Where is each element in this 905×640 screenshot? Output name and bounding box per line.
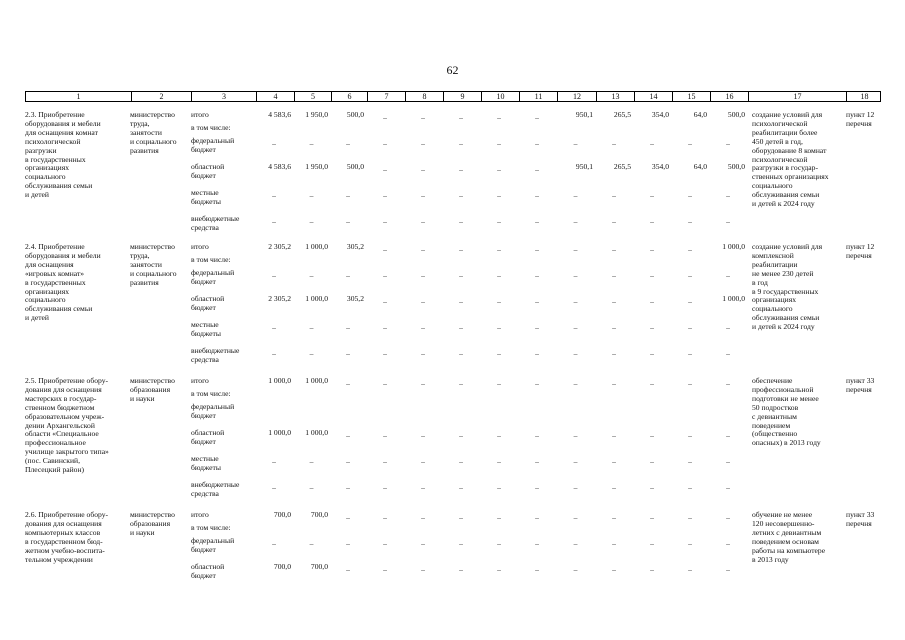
funding-value: – xyxy=(612,457,616,466)
expected-result: обеспечение профессиональной подготовки не менее 50 подростков с девиантным поведением (общественно опасных) в 2013 году xyxy=(752,376,821,448)
funding-source-label: областной бюджет xyxy=(191,294,225,312)
funding-value: – xyxy=(497,191,501,200)
funding-value: – xyxy=(688,191,692,200)
funding-value: – xyxy=(535,483,539,492)
funding-value: – xyxy=(573,217,578,226)
funding-value: 2 305,2 xyxy=(268,294,291,303)
funding-value: – xyxy=(421,113,425,122)
funding-value: – xyxy=(650,191,654,200)
funding-value: – xyxy=(383,165,387,174)
funding-value: – xyxy=(612,245,616,254)
funding-value: – xyxy=(383,297,387,306)
funding-value: 1 000,0 xyxy=(305,242,328,251)
funding-value: – xyxy=(497,513,501,522)
funding-value: – xyxy=(383,245,387,254)
funding-value: – xyxy=(272,217,276,226)
funding-source-label: внебюджетные средства xyxy=(191,480,240,498)
funding-value: – xyxy=(688,349,692,358)
funding-value: – xyxy=(535,513,539,522)
header-col-8: 8 xyxy=(405,92,443,101)
funding-value: 1 000,0 xyxy=(268,428,291,437)
funding-value: – xyxy=(535,271,539,280)
responsible-organization: министерство образования и науки xyxy=(130,510,175,537)
header-col-2: 2 xyxy=(131,92,191,101)
funding-value: – xyxy=(497,565,501,574)
funding-value: – xyxy=(459,513,463,522)
funding-value: – xyxy=(459,539,463,548)
funding-value: – xyxy=(535,297,539,306)
funding-value: – xyxy=(421,323,425,332)
funding-value: – xyxy=(650,349,654,358)
funding-value: – xyxy=(421,483,425,492)
funding-source-label: федеральный бюджет xyxy=(191,136,235,154)
funding-value: – xyxy=(346,271,350,280)
funding-value: – xyxy=(612,539,616,548)
funding-value: – xyxy=(421,245,425,254)
funding-value: – xyxy=(573,565,578,574)
funding-value: 500,0 xyxy=(346,110,364,119)
expected-result: создание условий для психологической реабилитации более 450 детей в год, оборудование 8 комнат психологической разгрузки в государ- ственных организациях социального обслуживания семьи и детей к 2024 году xyxy=(752,110,829,209)
funding-value: – xyxy=(535,323,539,332)
header-col-4: 4 xyxy=(256,92,294,101)
funding-value: 700,0 xyxy=(310,510,328,519)
funding-value: – xyxy=(535,539,539,548)
funding-value: 1 950,0 xyxy=(305,162,328,171)
funding-value: 4 583,6 xyxy=(268,162,291,171)
funding-value: – xyxy=(726,431,730,440)
funding-value: – xyxy=(726,191,730,200)
expected-result: создание условий для комплексной реабилитации не менее 230 детей в год в 9 государственных организациях социального обслуживания семьи и детей к 2024 году xyxy=(752,242,823,332)
funding-source-label: итого xyxy=(191,110,209,119)
funding-value: – xyxy=(497,297,501,306)
funding-value: – xyxy=(272,191,276,200)
funding-value: – xyxy=(688,539,692,548)
funding-value: 305,2 xyxy=(346,294,364,303)
funding-value: 265,5 xyxy=(613,162,631,171)
funding-value: – xyxy=(421,297,425,306)
funding-value: – xyxy=(346,513,350,522)
funding-source-label: в том числе: xyxy=(191,255,231,264)
funding-value: – xyxy=(309,271,314,280)
funding-value: – xyxy=(573,513,578,522)
funding-value: – xyxy=(497,539,501,548)
funding-value: – xyxy=(383,191,387,200)
funding-value: – xyxy=(573,349,578,358)
funding-value: 1 950,0 xyxy=(305,110,328,119)
funding-value: – xyxy=(535,565,539,574)
funding-value: – xyxy=(459,217,463,226)
funding-value: 1 000,0 xyxy=(268,376,291,385)
funding-value: – xyxy=(688,139,692,148)
funding-value: – xyxy=(497,245,501,254)
funding-value: – xyxy=(612,191,616,200)
funding-source-label: местные бюджеты xyxy=(191,320,221,338)
header-col-7: 7 xyxy=(367,92,405,101)
header-col-10: 10 xyxy=(481,92,519,101)
funding-value: – xyxy=(497,379,501,388)
funding-value: – xyxy=(726,217,730,226)
funding-value: 64,0 xyxy=(693,110,707,119)
funding-value: – xyxy=(535,245,539,254)
funding-value: – xyxy=(612,217,616,226)
funding-value: – xyxy=(650,431,654,440)
funding-value: – xyxy=(650,483,654,492)
funding-value: – xyxy=(421,271,425,280)
funding-value: – xyxy=(535,113,539,122)
funding-value: – xyxy=(535,217,539,226)
funding-value: – xyxy=(459,457,463,466)
funding-value: – xyxy=(459,297,463,306)
funding-value: – xyxy=(383,431,387,440)
page-number: 62 xyxy=(446,63,459,77)
reference-clause: пункт 12 перечня xyxy=(846,242,875,260)
funding-value: – xyxy=(383,323,387,332)
funding-value: – xyxy=(726,483,730,492)
funding-value: – xyxy=(535,457,539,466)
funding-source-label: внебюджетные средства xyxy=(191,346,240,364)
funding-value: – xyxy=(573,483,578,492)
funding-value: – xyxy=(383,349,387,358)
funding-value: – xyxy=(726,379,730,388)
funding-value: – xyxy=(421,431,425,440)
funding-value: – xyxy=(459,245,463,254)
reference-clause: пункт 33 перечня xyxy=(846,376,875,394)
funding-value: – xyxy=(612,513,616,522)
funding-value: – xyxy=(459,379,463,388)
funding-value: – xyxy=(497,431,501,440)
funding-value: – xyxy=(497,349,501,358)
funding-value: – xyxy=(383,217,387,226)
measure-description: 2.5. Приобретение обору- дования для оснащения мастерских в государ- ственном бюджетном образовательном учреж- дении Архангельской области «Специальное профессиональное училище закрытого типа» (пос. Савинский, Плесецкий район) xyxy=(25,376,109,475)
funding-value: – xyxy=(535,349,539,358)
funding-value: – xyxy=(459,113,463,122)
funding-value: – xyxy=(650,323,654,332)
funding-value: – xyxy=(573,457,578,466)
funding-value: – xyxy=(688,245,692,254)
funding-value: – xyxy=(459,349,463,358)
funding-value: 700,0 xyxy=(273,510,291,519)
funding-value: – xyxy=(346,431,350,440)
funding-value: 354,0 xyxy=(651,162,669,171)
funding-value: – xyxy=(421,565,425,574)
funding-value: – xyxy=(726,565,730,574)
funding-value: – xyxy=(650,513,654,522)
funding-value: – xyxy=(535,165,539,174)
funding-value: – xyxy=(272,271,276,280)
funding-value: – xyxy=(650,139,654,148)
funding-value: – xyxy=(421,191,425,200)
funding-value: 64,0 xyxy=(693,162,707,171)
funding-value: 1 000,0 xyxy=(305,376,328,385)
funding-value: – xyxy=(612,139,616,148)
funding-value: 1 000,0 xyxy=(305,294,328,303)
funding-value: – xyxy=(459,139,463,148)
funding-value: – xyxy=(726,271,730,280)
funding-value: – xyxy=(421,379,425,388)
funding-value: 2 305,2 xyxy=(268,242,291,251)
reference-clause: пункт 12 перечня xyxy=(846,110,875,128)
funding-value: – xyxy=(421,139,425,148)
funding-source-label: итого xyxy=(191,376,209,385)
funding-value: – xyxy=(497,457,501,466)
funding-value: – xyxy=(573,191,578,200)
header-col-12: 12 xyxy=(557,92,596,101)
funding-value: – xyxy=(383,139,387,148)
funding-value: – xyxy=(346,483,350,492)
funding-value: – xyxy=(573,297,578,306)
funding-value: – xyxy=(272,457,276,466)
funding-value: – xyxy=(272,483,276,492)
header-col-1: 1 xyxy=(76,92,81,101)
funding-value: – xyxy=(383,457,387,466)
funding-value: – xyxy=(612,431,616,440)
funding-value: – xyxy=(459,165,463,174)
funding-value: – xyxy=(459,483,463,492)
header-col-5: 5 xyxy=(294,92,331,101)
funding-value: 950,1 xyxy=(575,162,593,171)
funding-value: – xyxy=(650,379,654,388)
funding-value: – xyxy=(346,457,350,466)
funding-value: – xyxy=(383,513,387,522)
funding-source-label: в том числе: xyxy=(191,123,231,132)
funding-value: – xyxy=(650,217,654,226)
funding-value: – xyxy=(688,513,692,522)
funding-value: 500,0 xyxy=(727,110,745,119)
funding-value: – xyxy=(497,271,501,280)
funding-source-label: местные бюджеты xyxy=(191,188,221,206)
funding-value: – xyxy=(309,483,314,492)
funding-value: 1 000,0 xyxy=(722,242,745,251)
funding-value: – xyxy=(612,297,616,306)
responsible-organization: министерство труда, занятости и социального развития xyxy=(130,242,177,287)
funding-value: – xyxy=(346,379,350,388)
funding-value: – xyxy=(421,457,425,466)
funding-source-label: областной бюджет xyxy=(191,428,225,446)
funding-value: – xyxy=(346,191,350,200)
funding-value: – xyxy=(497,165,501,174)
funding-value: – xyxy=(726,539,730,548)
funding-value: – xyxy=(346,217,350,226)
header-col-16: 16 xyxy=(710,92,748,101)
funding-source-label: федеральный бюджет xyxy=(191,536,235,554)
funding-value: – xyxy=(726,139,730,148)
funding-value: – xyxy=(612,379,616,388)
funding-source-label: федеральный бюджет xyxy=(191,268,235,286)
funding-value: – xyxy=(726,457,730,466)
funding-value: – xyxy=(346,139,350,148)
funding-value: – xyxy=(535,139,539,148)
funding-value: – xyxy=(421,513,425,522)
funding-value: 265,5 xyxy=(613,110,631,119)
funding-source-label: в том числе: xyxy=(191,523,231,532)
funding-value: – xyxy=(650,297,654,306)
responsible-organization: министерство труда, занятости и социального развития xyxy=(130,110,177,155)
funding-source-label: внебюджетные средства xyxy=(191,214,240,232)
funding-value: 700,0 xyxy=(310,562,328,571)
funding-value: – xyxy=(421,539,425,548)
header-col-18: 18 xyxy=(846,92,882,101)
funding-value: – xyxy=(309,457,314,466)
funding-value: – xyxy=(309,191,314,200)
funding-value: – xyxy=(650,565,654,574)
funding-value: – xyxy=(688,379,692,388)
funding-value: 4 583,6 xyxy=(268,110,291,119)
funding-value: – xyxy=(726,349,730,358)
funding-value: – xyxy=(612,323,616,332)
funding-value: – xyxy=(383,539,387,548)
funding-value: – xyxy=(688,271,692,280)
funding-value: – xyxy=(650,457,654,466)
funding-value: – xyxy=(573,271,578,280)
funding-value: – xyxy=(459,323,463,332)
header-col-3: 3 xyxy=(191,92,256,101)
funding-value: – xyxy=(573,323,578,332)
funding-value: – xyxy=(309,323,314,332)
funding-value: – xyxy=(573,245,578,254)
funding-value: – xyxy=(309,539,314,548)
funding-value: – xyxy=(421,349,425,358)
funding-source-label: федеральный бюджет xyxy=(191,402,235,420)
header-col-9: 9 xyxy=(443,92,481,101)
reference-clause: пункт 33 перечня xyxy=(846,510,875,528)
funding-value: – xyxy=(346,565,350,574)
funding-value: – xyxy=(650,271,654,280)
funding-value: – xyxy=(497,217,501,226)
responsible-organization: министерство образования и науки xyxy=(130,376,175,403)
funding-value: – xyxy=(383,271,387,280)
funding-value: – xyxy=(459,191,463,200)
funding-value: 700,0 xyxy=(273,562,291,571)
funding-value: – xyxy=(459,565,463,574)
funding-value: – xyxy=(535,379,539,388)
funding-value: – xyxy=(497,323,501,332)
header-col-11: 11 xyxy=(519,92,557,101)
funding-value: – xyxy=(383,113,387,122)
funding-value: – xyxy=(612,271,616,280)
funding-value: 1 000,0 xyxy=(305,428,328,437)
funding-value: – xyxy=(573,379,578,388)
funding-source-label: в том числе: xyxy=(191,389,231,398)
funding-value: – xyxy=(346,539,350,548)
funding-source-label: областной бюджет xyxy=(191,562,225,580)
funding-value: 1 000,0 xyxy=(722,294,745,303)
funding-value: – xyxy=(309,217,314,226)
measure-description: 2.4. Приобретение оборудования и мебели для оснащения «игровых комнат» в государственных организациях социального обслуживания семьи и детей xyxy=(25,242,101,323)
header-col-13: 13 xyxy=(596,92,634,101)
funding-value: 354,0 xyxy=(651,110,669,119)
funding-value: – xyxy=(272,349,276,358)
funding-value: – xyxy=(421,165,425,174)
funding-value: – xyxy=(688,431,692,440)
expected-result: обучение не менее 120 несовершенно- летних с девиантным поведением основам работы на компьютере в 2013 году xyxy=(752,510,826,564)
funding-value: – xyxy=(573,539,578,548)
funding-value: – xyxy=(272,139,276,148)
funding-value: – xyxy=(497,139,501,148)
funding-source-label: местные бюджеты xyxy=(191,454,221,472)
funding-value: – xyxy=(688,297,692,306)
funding-value: – xyxy=(346,323,350,332)
funding-value: – xyxy=(726,323,730,332)
funding-value: 500,0 xyxy=(727,162,745,171)
funding-value: – xyxy=(272,539,276,548)
funding-value: – xyxy=(612,565,616,574)
funding-value: – xyxy=(459,431,463,440)
funding-source-label: итого xyxy=(191,242,209,251)
measure-description: 2.3. Приобретение оборудования и мебели для оснащения комнат психологической разгрузки в государственных организациях социального обслуживания семьи и детей xyxy=(25,110,101,200)
funding-value: – xyxy=(497,113,501,122)
funding-value: – xyxy=(573,431,578,440)
funding-value: – xyxy=(272,323,276,332)
funding-value: – xyxy=(688,457,692,466)
funding-value: – xyxy=(573,139,578,148)
funding-source-label: областной бюджет xyxy=(191,162,225,180)
header-col-17: 17 xyxy=(748,92,846,101)
funding-value: 305,2 xyxy=(346,242,364,251)
funding-value: – xyxy=(383,483,387,492)
funding-value: – xyxy=(421,217,425,226)
header-col-14: 14 xyxy=(634,92,672,101)
funding-value: – xyxy=(497,483,501,492)
funding-value: – xyxy=(688,217,692,226)
funding-value: – xyxy=(688,323,692,332)
funding-source-label: итого xyxy=(191,510,209,519)
measure-description: 2.6. Приобретение обору- дования для оснащения компьютерных классов в государственном бюд- жетном учебно-воспита- тельном учреждении xyxy=(25,510,109,564)
funding-value: 950,1 xyxy=(575,110,593,119)
funding-value: – xyxy=(535,431,539,440)
funding-value: – xyxy=(346,349,350,358)
funding-value: – xyxy=(309,139,314,148)
funding-value: – xyxy=(383,379,387,388)
table-header-row xyxy=(25,91,881,102)
funding-value: – xyxy=(688,483,692,492)
header-col-15: 15 xyxy=(672,92,710,101)
funding-value: – xyxy=(726,513,730,522)
funding-value: – xyxy=(459,271,463,280)
funding-value: – xyxy=(612,349,616,358)
funding-value: – xyxy=(688,565,692,574)
funding-value: – xyxy=(535,191,539,200)
funding-value: – xyxy=(383,565,387,574)
funding-value: – xyxy=(650,245,654,254)
funding-value: 500,0 xyxy=(346,162,364,171)
funding-value: – xyxy=(309,349,314,358)
funding-value: – xyxy=(650,539,654,548)
header-col-6: 6 xyxy=(331,92,367,101)
funding-value: – xyxy=(612,483,616,492)
